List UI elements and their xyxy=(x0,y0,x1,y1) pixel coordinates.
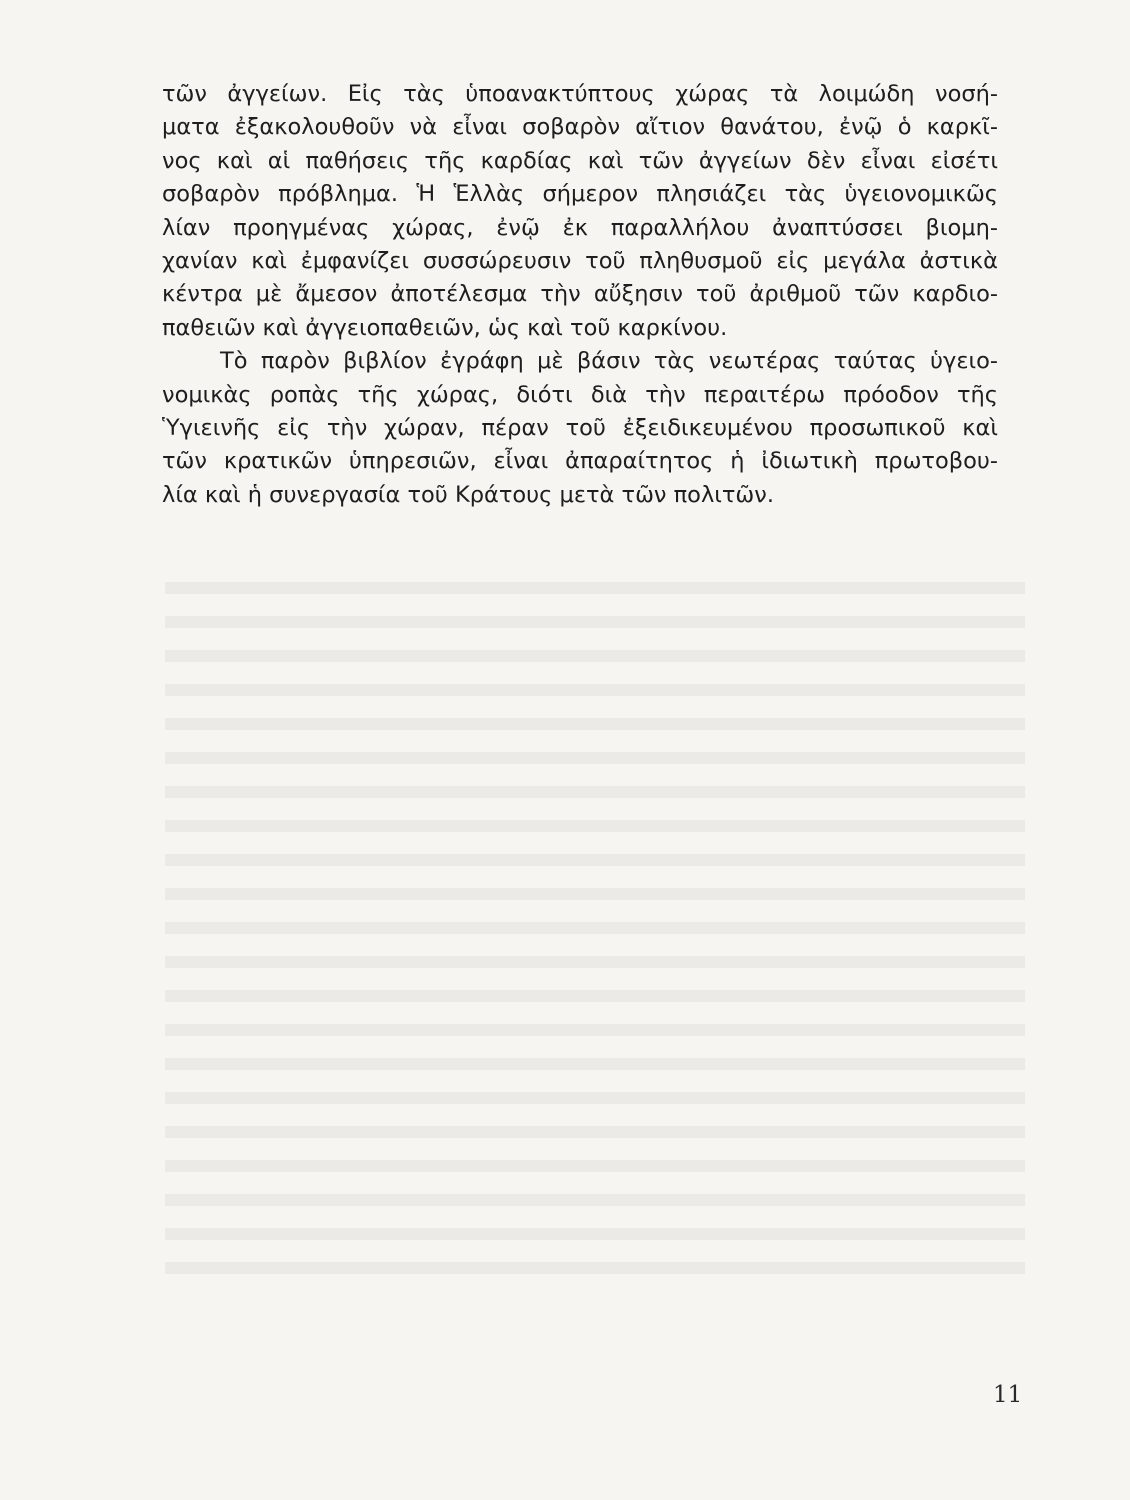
text-line: νος καὶ αἱ παθήσεις τῆς καρδίας καὶ τῶν ἀγγείων δὲν εἶναι εἰσέτι xyxy=(162,147,998,174)
body-text xyxy=(162,78,998,512)
text-line: Ὑγιεινῆς εἰς τὴν χώραν, πέραν τοῦ ἐξειδικευμένου προσωπικοῦ καὶ xyxy=(162,414,998,441)
page-number: 11 xyxy=(993,1382,1023,1408)
text-line: τῶν ἀγγείων. Εἰς τὰς ὑποανακτύπτους χώρας τὰ λοιμώδη νοσή- xyxy=(162,81,998,107)
text-line: κέντρα μὲ ἄμεσον ἀποτέλεσμα τὴν αὔξησιν τοῦ ἀριθμοῦ τῶν καρδιο- xyxy=(162,281,998,308)
show-through-texture xyxy=(165,560,1025,1280)
text-line: τῶν κρατικῶν ὑπηρεσιῶν, εἶναι ἀπαραίτητος ἡ ἰδιωτικὴ πρωτοβου- xyxy=(162,448,998,475)
text-line: παθειῶν καὶ ἀγγειοπαθειῶν, ὡς καὶ τοῦ καρκίνου. xyxy=(162,314,728,341)
text-line: νομικὰς ροπὰς τῆς χώρας, διότι διὰ τὴν περαιτέρω πρόοδον τῆς xyxy=(162,381,998,408)
text-line: χανίαν καὶ ἐμφανίζει συσσώρευσιν τοῦ πληθυσμοῦ εἰς μεγάλα ἀστικὰ xyxy=(162,247,998,274)
text-line: λίαν προηγμένας χώρας, ἐνῷ ἐκ παραλλήλου ἀναπτύσσει βιομη- xyxy=(162,214,998,241)
text-line: Τὸ παρὸν βιβλίον ἐγράφη μὲ βάσιν τὰς νεωτέρας ταύτας ὑγειο- xyxy=(220,348,998,375)
text-line: ματα ἐξακολουθοῦν νὰ εἶναι σοβαρὸν αἴτιον θανάτου, ἐνῷ ὁ καρκῖ- xyxy=(162,114,998,141)
text-line: σοβαρὸν πρόβλημα. Ἡ Ἑλλὰς σήμερον πλησιάζει τὰς ὑγειονομικῶς xyxy=(162,181,998,208)
text-line: λία καὶ ἡ συνεργασία τοῦ Κράτους μετὰ τῶν πολιτῶν. xyxy=(162,481,774,508)
